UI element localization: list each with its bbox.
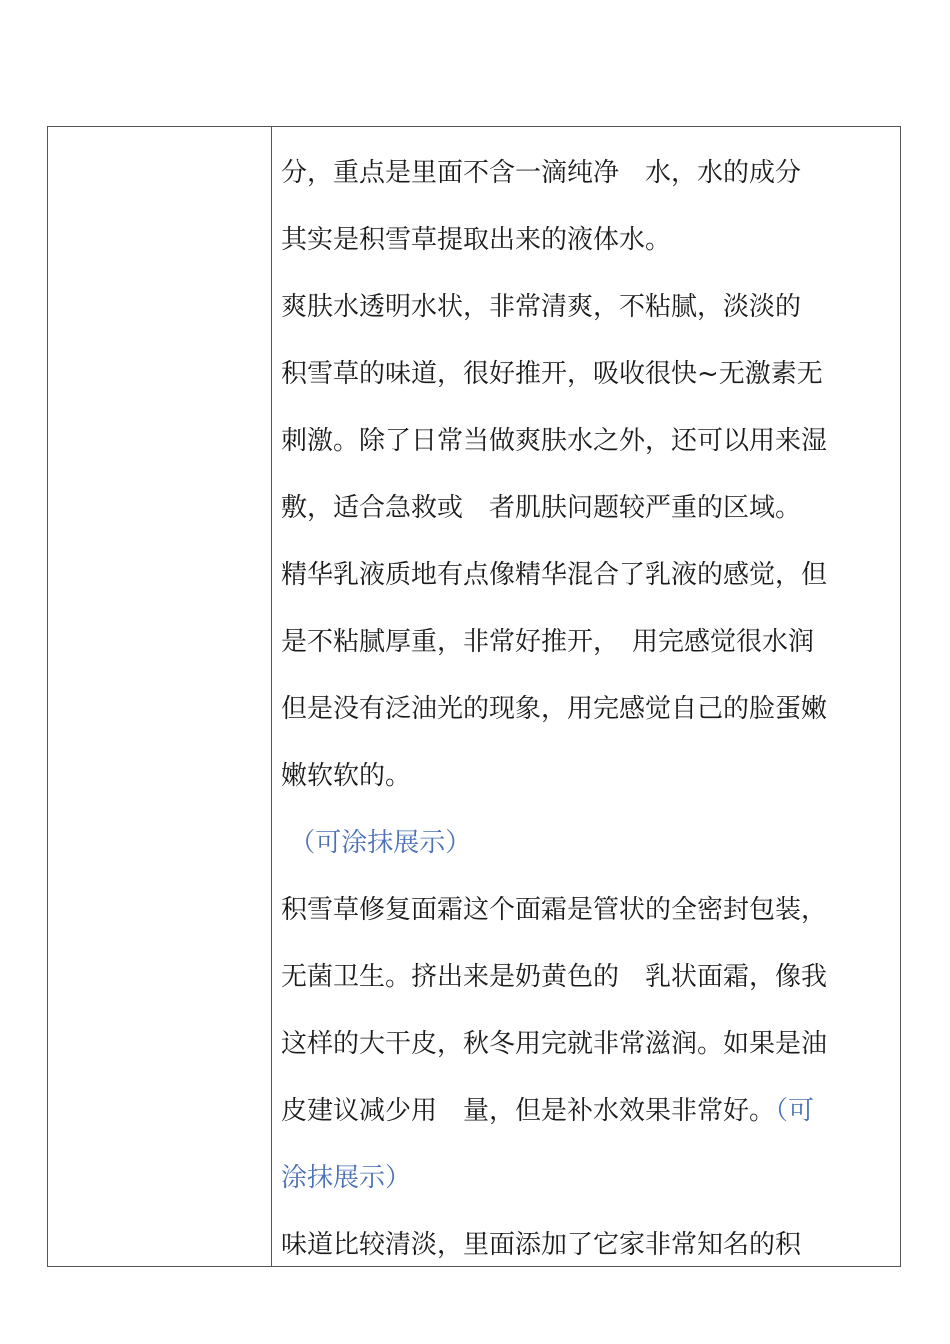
display-note-line: （可涂抹展示） (281, 828, 472, 858)
text-line: 爽肤水透明水状，非常清爽，不粘腻，淡淡的 (281, 292, 802, 322)
text-line: 积雪草修复面霜这个面霜是管状的全密封包装， (281, 895, 828, 925)
text-segment: 皮建议减少用 量，但是补水效果非常好。 (281, 1096, 776, 1126)
text-line: 敷，适合急救或 者肌肤问题较严重的区域。 (281, 493, 802, 523)
document-table (47, 126, 901, 1267)
text-line: 其实是积雪草提取出来的液体水。 (281, 225, 672, 255)
text-line: 嫩软软的。 (281, 761, 412, 791)
text-line: 刺激。除了日常当做爽肤水之外，还可以用来湿 (281, 426, 828, 456)
text-line: 分，重点是里面不含一滴纯净 水，水的成分 (281, 158, 802, 188)
table-left-cell (48, 127, 272, 1266)
display-note-line: 涂抹展示） (281, 1163, 412, 1193)
text-line: 无菌卫生。挤出来是奶黄色的 乳状面霜，像我 (281, 962, 828, 992)
text-line: 但是没有泛油光的现象，用完感觉自己的脸蛋嫩 (281, 694, 828, 724)
text-line: 是不粘腻厚重，非常好推开， 用完感觉很水润 (281, 627, 815, 657)
text-line: 积雪草的味道，很好推开，吸收很快~无激素无 (281, 359, 823, 389)
text-line-with-note (281, 1084, 900, 1151)
text-line: 这样的大干皮，秋冬用完就非常滋润。如果是油 (281, 1029, 828, 1059)
display-note-segment: （可 (775, 1096, 815, 1126)
table-right-cell (272, 127, 900, 1266)
text-line: 味道比较清淡，里面添加了它家非常知名的积 (281, 1230, 802, 1260)
text-line: 精华乳液质地有点像精华混合了乳液的感觉，但 (281, 560, 828, 590)
